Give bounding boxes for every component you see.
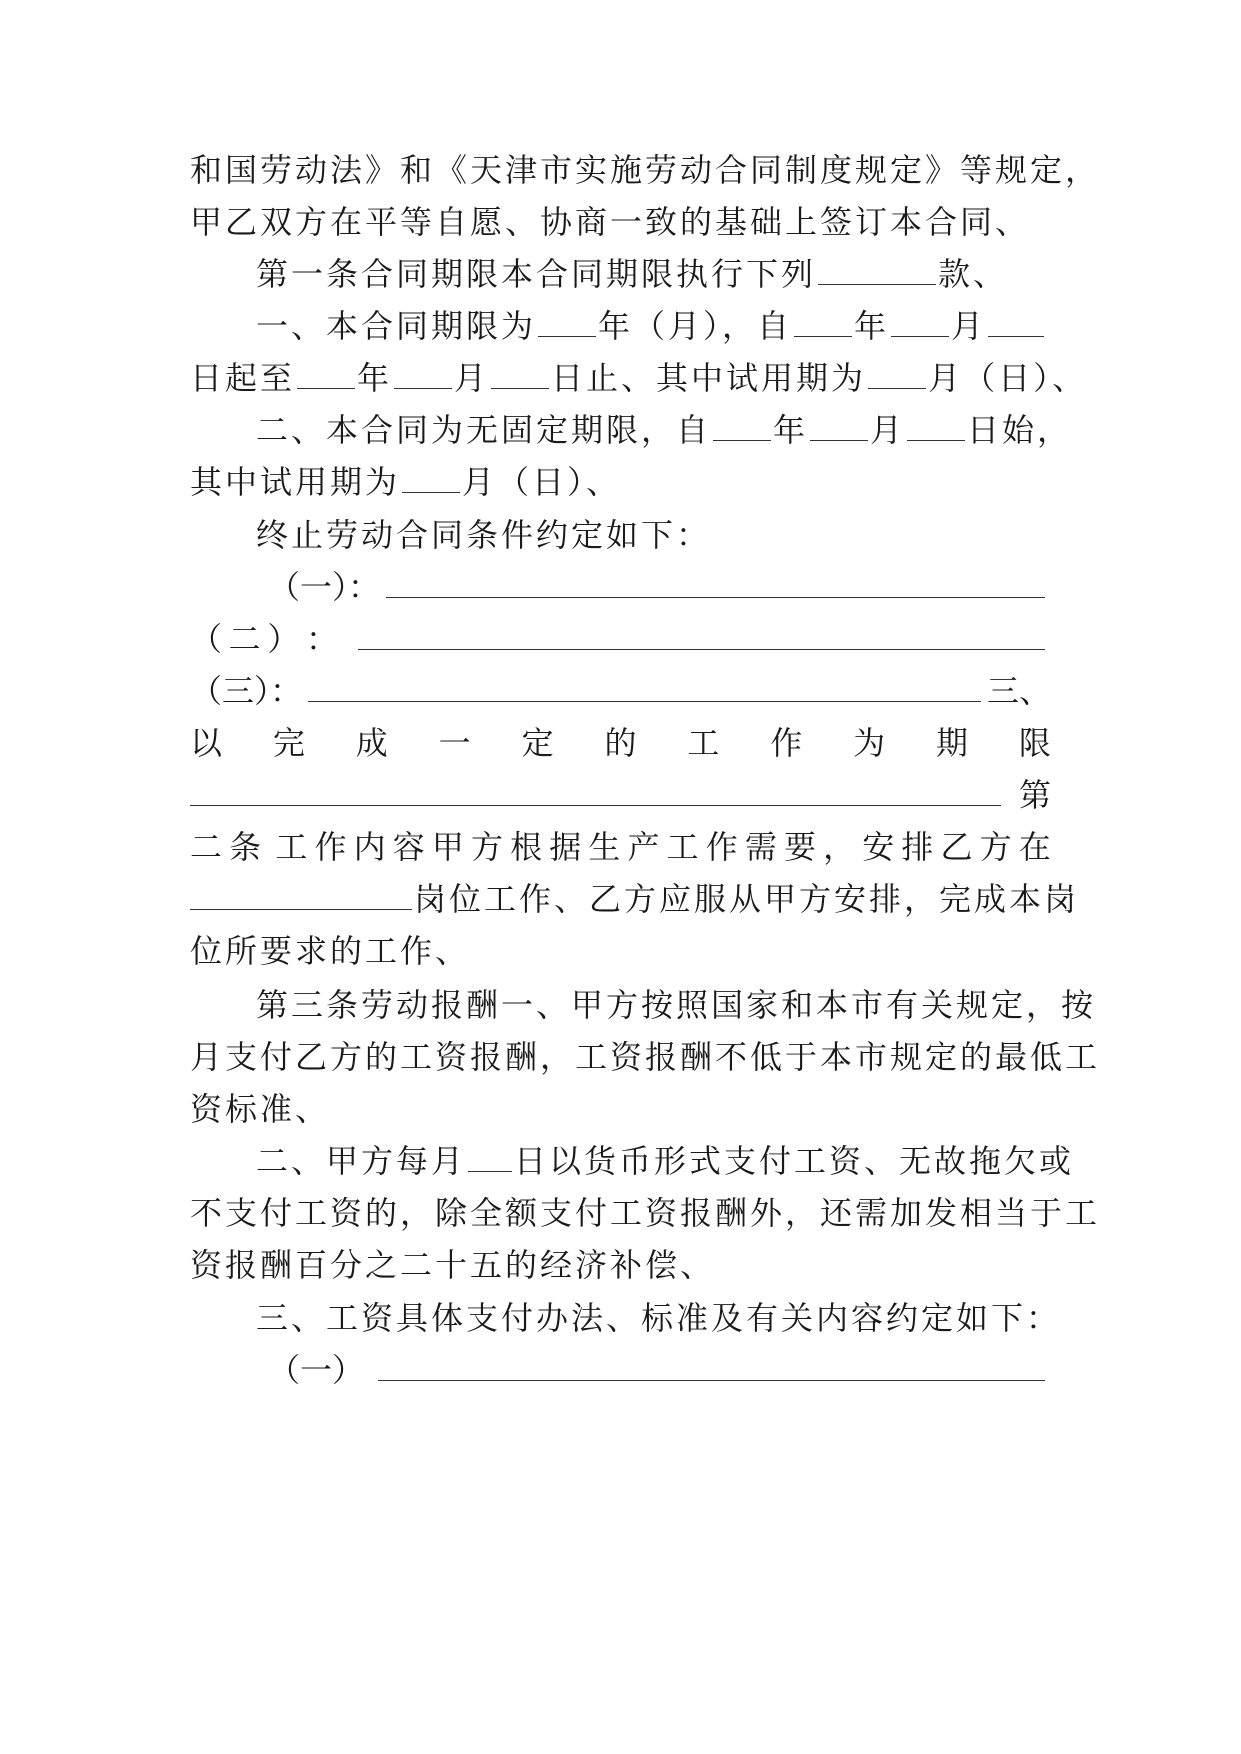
char: 作 [314, 828, 347, 866]
text-line [256, 408, 1073, 452]
char: 产 [627, 828, 660, 866]
text-segment [190, 617, 338, 661]
char: 容 [392, 828, 425, 866]
text-segment: 月支付乙方的工资报酬，工资报酬不低于本市规定的最低工 [190, 1038, 1101, 1076]
blank-field[interactable] [297, 358, 355, 389]
char: 工 [275, 828, 308, 866]
text-line [190, 1191, 1101, 1235]
char: 生 [588, 828, 621, 866]
text-line [190, 148, 1101, 192]
text-line [190, 1035, 1101, 1079]
char: 工 [666, 828, 699, 866]
char: 为 [853, 724, 886, 762]
text-line [256, 513, 1051, 557]
text-segment: （一）： [268, 568, 381, 606]
char: 内 [353, 828, 386, 866]
char: 一 [438, 724, 471, 762]
char: 完 [272, 724, 305, 762]
text-line [190, 669, 1051, 713]
blank-field[interactable] [713, 410, 771, 441]
text-line [190, 929, 1051, 973]
char: 工 [687, 724, 720, 762]
text-segment: 二、甲方每月 [256, 1142, 467, 1180]
blank-field[interactable] [988, 306, 1044, 337]
text-line [256, 1296, 1062, 1340]
blank-field[interactable] [190, 775, 1001, 806]
text-segment: 三、 [986, 672, 1051, 710]
text-segment: 月 [951, 307, 987, 345]
text-line [190, 356, 1088, 400]
char: 以 [190, 724, 223, 762]
blank-field[interactable] [358, 619, 1045, 650]
char: 据 [549, 828, 582, 866]
text-segment: 第一条合同期限本合同期限执行下列 [256, 255, 817, 293]
blank-field[interactable] [810, 410, 868, 441]
article-two-line [190, 825, 1051, 869]
char: 条 [229, 828, 262, 866]
text-line [190, 721, 1051, 765]
char: 乙 [940, 828, 973, 866]
text-segment: 年 [773, 411, 809, 449]
blank-field[interactable] [402, 462, 460, 493]
text-line [268, 1348, 1051, 1392]
char: 成 [355, 724, 388, 762]
blank-field[interactable] [794, 306, 852, 337]
text-segment: 年 [357, 359, 393, 397]
text-segment: 日始， [967, 411, 1073, 449]
char: 排 [901, 828, 934, 866]
text-segment: （一） [268, 1351, 365, 1389]
blank-field[interactable] [386, 567, 1045, 598]
text-segment: 位所要求的工作、 [190, 932, 471, 970]
char: 甲 [431, 828, 464, 866]
text-line [190, 200, 1051, 244]
text-segment: 月（日）、 [928, 359, 1088, 397]
char: ： [305, 620, 338, 658]
text-line [190, 460, 1051, 504]
char: 二 [228, 620, 261, 658]
char: ） [267, 620, 300, 658]
text-line [190, 1243, 1051, 1287]
char: 期 [936, 724, 969, 762]
blank-field[interactable] [394, 358, 452, 389]
char: 安 [862, 828, 895, 866]
text-segment: 资报酬百分之二十五的经济补偿、 [190, 1246, 716, 1284]
char: 在 [1018, 828, 1051, 866]
article-one-line [256, 252, 1051, 296]
text-segment: 二、本合同为无固定期限，自 [256, 411, 712, 449]
text-segment: 第三条劳动报酬一、甲方按照国家和本市有关规定，按 [256, 986, 1097, 1024]
blank-field[interactable] [907, 410, 965, 441]
text-segment: 三、工资具体支付办法、标准及有关内容约定如下： [256, 1299, 1062, 1337]
char: 二 [190, 828, 223, 866]
text-segment: 甲乙双方在平等自愿、协商一致的基础上签订本合同、 [190, 203, 1031, 241]
char: 方 [979, 828, 1012, 866]
text-segment: 不支付工资的，除全额支付工资报酬外，还需加发相当于工 [190, 1194, 1101, 1232]
text-segment: 资标准、 [190, 1090, 331, 1128]
article-three-line [256, 983, 1097, 1027]
char: 定 [521, 724, 554, 762]
blank-field[interactable] [308, 671, 981, 702]
text-line [190, 877, 1080, 921]
text-segment: 年 [854, 307, 890, 345]
text-segment: 月 [870, 411, 906, 449]
text-segment: 和国劳动法》和《天津市实施劳动合同制度规定》等规定， [190, 151, 1101, 189]
text-segment: 日以货币形式支付工资、无故拖欠或 [514, 1142, 1075, 1180]
blank-field[interactable] [868, 358, 926, 389]
text-segment: 一、本合同期限为 [256, 307, 537, 345]
text-segment: 年（月），自 [598, 307, 793, 345]
char: 作 [770, 724, 803, 762]
char: 要 [783, 828, 816, 866]
char: 限 [1018, 724, 1051, 762]
text-segment: 款、 [938, 255, 1009, 293]
text-segment: （三）： [190, 672, 303, 710]
text-line [256, 304, 1051, 348]
text-segment: 第 [1018, 776, 1051, 814]
char: ， [823, 828, 856, 866]
text-line [190, 1087, 1051, 1131]
blank-field[interactable] [491, 358, 549, 389]
blank-field[interactable] [818, 254, 936, 285]
blank-field[interactable] [468, 1141, 512, 1172]
char: 方 [470, 828, 503, 866]
text-line [268, 565, 1051, 609]
char: 作 [705, 828, 738, 866]
text-line [190, 773, 1051, 817]
char: 根 [510, 828, 543, 866]
char: 需 [744, 828, 777, 866]
text-segment: 日止、其中试用期为 [551, 359, 867, 397]
blank-field[interactable] [190, 879, 412, 910]
char: 的 [604, 724, 637, 762]
blank-field[interactable] [378, 1350, 1045, 1381]
text-segment: 月（日）、 [462, 463, 622, 501]
text-segment: 月 [454, 359, 490, 397]
text-segment: 岗位工作、乙方应服从甲方安排，完成本岗 [414, 880, 1080, 918]
blank-field[interactable] [891, 306, 949, 337]
blank-field[interactable] [538, 306, 596, 337]
text-line [256, 1139, 1075, 1183]
text-segment: 终止劳动合同条件约定如下： [256, 516, 712, 554]
text-segment: 其中试用期为 [190, 463, 401, 501]
text-line [190, 617, 1051, 661]
char: （ [190, 620, 223, 658]
text-segment: 日起至 [190, 359, 296, 397]
